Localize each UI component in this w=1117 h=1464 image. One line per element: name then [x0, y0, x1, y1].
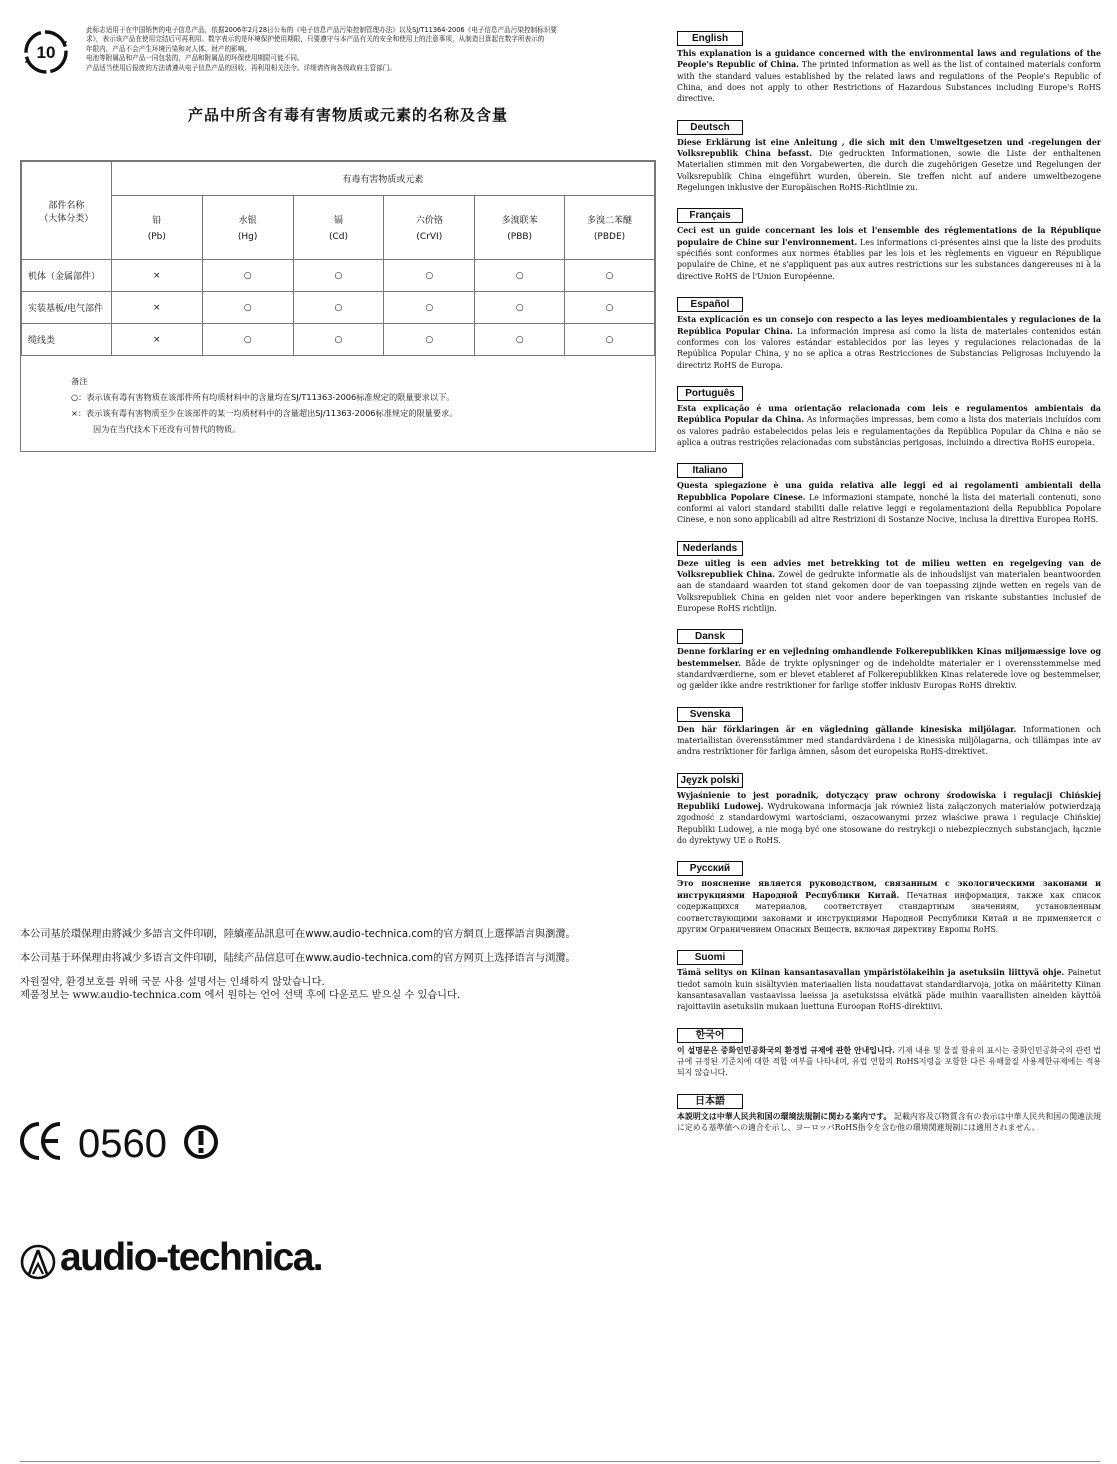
lang-label: Nederlands: [677, 541, 743, 556]
value-cell: ○: [202, 292, 293, 324]
rohs-table-box: [20, 160, 656, 452]
value-cell: ○: [202, 324, 293, 356]
lang-section-suomi: [677, 945, 1101, 1012]
bottom-divider: [20, 1461, 1100, 1462]
value-cell: ○: [565, 292, 655, 324]
column-header: 多溴二苯醚 (PBDE): [565, 196, 655, 260]
alert-icon: [186, 1127, 216, 1157]
lang-label: Jęyzk polski: [677, 773, 743, 788]
table-row: [22, 260, 655, 292]
lang-body: Questa spiegazione è una guida relativa alle leggi ed ai regolamenti ambientali della Repubblica Popolare Cinese. Le informazioni stampate, nonché la lista dei materiali contenuti, sono conformi ai valori standard stabiliti dalle relative leggi e regolamentazioni della Repubblica Popolare Cinese, e non sono applicabili ad altre Restrizioni di Sostanze Nocive, inclusa la direttiva Europea RoHS.: [677, 481, 1101, 525]
lang-label: English: [677, 31, 743, 46]
column-header: 镉 (Cd): [293, 196, 384, 260]
header-line: 电池等附属品和产品一同包装的，产品和附属品的环保使用期限可能不同。: [86, 54, 304, 63]
lang-label: Italiano: [677, 463, 743, 478]
lang-section-nederlands: [677, 536, 1101, 615]
column-header: 多溴联苯 (PBB): [475, 196, 565, 260]
lang-label: Svenska: [677, 707, 743, 722]
table-title: 产品中所含有毒有害物质或元素的名称及含量: [187, 106, 508, 124]
lang-label: 日本語: [677, 1094, 743, 1109]
notified-body-number: 0560: [78, 1122, 167, 1164]
header-line: 年限内，产品不会产生环境污染和对人体、财产的影响。: [86, 44, 251, 53]
header-line: 求》，表示该产品在使用完结后可再利用。数字表示的是环境保护使用期限，只要遵守与本产品有关的安全和使用上的注意事项，从制造日算起在数字所表示的: [86, 35, 545, 44]
table-row: [22, 324, 655, 356]
lang-section-polski: [677, 768, 1101, 847]
value-cell: ○: [384, 260, 475, 292]
table-row: [22, 292, 655, 324]
lang-body: Diese Erklärung ist eine Anleitung , die sich mit den Umweltgesetzen und -regelungen der Volksrepublik China befasst. Die gedruckten Informationen, sowie die Liste der enthaltenen Materialien stimmen mit den Vorgabewerten, die durch die zugehörigen Gesetze und Regelungen der Volksrepublik China eingeführt wurden, überein. Sie treffen nicht auf andere umweltbezogene Regelungen inklusive der Europäischen RoHS-Richtlinie zu.: [677, 137, 1101, 193]
header-notice: [86, 26, 658, 73]
part-cell: 缆线类: [22, 324, 112, 356]
part-header-cell: [22, 162, 112, 260]
value-cell: ○: [293, 324, 384, 356]
lang-body: This explanation is a guidance concerned with the environmental laws and regulations of the People's Republic of China. The printed information as well as the list of contained materials conform with the standard values established by the related laws and regulations of the People's Republic of China, and does not apply to other Restrictions of Hazardous Substances including Europe's RoHS directive.: [677, 49, 1102, 104]
brand-logo: [20, 1238, 360, 1288]
lang-body: Tämä selitys on Kiinan kansantasavallan ympäristölakeihin ja asetuksiin liittyvä ohje. Painetut tiedot samoin kuin sisältyvien materiaalien lista noudattavat standardiarvoja, jotka on määritetty Kiinan kansantasavallan vastaavissa laeissa ja asetuksissa eivätkä päde muihin vaarallisten aineiden käyttöä rajoittaviin asetuksiin mukaan luettuna Euroopan RoHS-direktiivi.: [677, 968, 1101, 1012]
lang-section-portugues: [677, 381, 1101, 448]
lang-section-deutsch: [677, 115, 1101, 194]
brand-name: audio-technica.: [60, 1236, 323, 1279]
lang-body: Esta explicação é uma orientação relacionada com leis e regulamentos ambientais da República Popular da China. As informações impressas, bem como a lista dos materiais incluídos com os valores padrão estabelecidos pelas leis e regulamentações da República Popular da China e não se aplica a outras restrições relacionadas com substâncias perigosas, incluindo a directiva RoHS europeia.: [677, 403, 1102, 447]
lang-label: Español: [677, 297, 743, 312]
notice-korean-line: 제품정보는 www.audio-technica.com 에서 원하는 언어 선택 후에 다운로드 받으실 수 있습니다.: [20, 990, 461, 1001]
value-cell: ○: [565, 260, 655, 292]
header-line: 产品适当使用后报废的方法请遵从电子信息产品的回收、再利用相关法令。详细请咨询各级政府主管部门。: [86, 63, 396, 72]
lang-body: 本説明文は中華人民共和国の環境法規制に関わる案内です。 記載内容及び物質含有の表示は中華人民共和国の関連法規に定める基準値への適合を示し、ヨーロッパRoHS指令を含む他の環境関連規制には適用されません。: [677, 1111, 1102, 1132]
notice-korean-line: 자원절약, 환경보호를 위해 국문 사용 설명서는 인쇄하지 않았습니다.: [20, 977, 325, 988]
lang-label: Русский: [677, 861, 743, 876]
lang-body: Deze uitleg is een advies met betrekking tot de milieu wetten en regelgeving van de Volksrepubliek China. Zowel de gedrukte informatie als de inhoudslijst van materialen beantwoorden aan de standaard waarden tot stand gekomen door de van toepassing zijnde wetten en regels van de Volksrepubliek China en gelden niet voor andere beperkingen van riskante substanties inclusief de Europese RoHS richtlijn.: [677, 558, 1102, 613]
notice-traditional-chinese: 本公司基於環保理由將減少多語言文件印刷，陸續產品訊息可在www.audio-technica.com的官方網頁上選擇語言與瀏灠。: [20, 929, 576, 940]
value-cell: ○: [384, 292, 475, 324]
lang-section-japanese: [677, 1089, 1101, 1134]
logo-number: 10: [36, 43, 56, 62]
value-cell: ○: [475, 324, 565, 356]
lang-label: Suomi: [677, 950, 743, 965]
header-line: 此标志适用于在中国销售的电子信息产品，依据2006年2月28日公布的《电子信息产品污染控制管理办法》以及SJ/T11364-2006《电子信息产品污染控制标识要: [86, 26, 557, 34]
value-cell: ○: [293, 292, 384, 324]
language-explanations: [677, 26, 1101, 1133]
part-header-sub: （大体分类）: [39, 213, 94, 224]
note-line: ×：表示该有毒有害物质至少在该部件的某一均质材料中的含量超出SJ/11363-2006标准规定的限量要求。: [71, 408, 458, 418]
lang-body: Esta explicación es un consejo con respecto a las leyes medioambientales y regulaciones de la República Popular China. La información impresa así como la lista de materiales contenidos están conformes con los valores estándar establecidos por las leyes y regulaciones relacionadas de la República Popular China, y no se aplica a otras Restricciones de Substancias Peligrosas incluyendo la directriz RoHS de Europa.: [677, 315, 1101, 370]
part-cell: 机体（金属部件）: [22, 260, 112, 292]
notes-title: 备注: [71, 376, 88, 386]
value-cell: ○: [475, 260, 565, 292]
lang-body: Denne forklaring er en vejledning omhandlende Folkerepublikken Kinas miljømæssige love og bestemmelser. Både de trykte oplysninger og de indeholdte materialer er i overensstemmelse med standardværdierne, som er blevet etableret af Folkerepublikken Kinas relaterede love og bestemmelser, og gælder ikke andre restriktioner for farlige stoffer inklusiv Europas RoHS direktiv.: [677, 647, 1101, 691]
value-cell: ×: [111, 324, 202, 356]
column-header: 铅 (Pb): [111, 196, 202, 260]
lang-section-francais: [677, 203, 1101, 282]
lang-body: Ceci est un guide concernant les lois et l'ensemble des réglementations de la République populaire de Chine sur l'environnement. Les informations ci-présentes ainsi que la liste des produits spécifiés sont conformes aux normes établies par les lois et les règlements en vigueur en République populaire de Chine, et ne s'appliquent pas aux autres restrictions sur les substances dangereuses ni à la directive RoHS de l'Union Européenne.: [677, 226, 1101, 281]
lang-body: Это пояснение является руководством, связанным с экологическими законами и инструкциями Народной Республики Китай. Печатная информация, также как список содержащихся материалов, соответствует стандартным значениям, установленным соответствующими законами и инструкциями Народной Республики Китай и не применяется с другим Ограничением Опасных Веществ, включая директиву Европы RoHS.: [677, 879, 1102, 934]
part-cell: 实装基板/电气部件: [22, 292, 112, 324]
lang-body: Den här förklaringen är en vägledning gällande kinesiska miljölagar. Informationen och materiallistan överensstämmer med standardvärdena i de kinesiska miljölagarna, och tillämpas inte av andra restriktioner för farliga ämnen, såsom det europeiska RoHS-direktivet.: [677, 724, 1101, 757]
environment-protection-use-period-logo: [22, 28, 70, 76]
lang-body: 이 설명문은 중화인민공화국의 환경법 규제에 관한 안내입니다. 기재 내용 및 물질 함유의 표시는 중화인민공화국의 관련 법규에 규정된 기준치에 대한 적합 여부를 나타내며, 유럽 연합의 RoHS지령을 포함한 다른 유해물질 사용제한규제에는 적용되지 않습니다.: [677, 1045, 1101, 1078]
note-line: ○：表示该有毒有害物质在该部件所有均质材料中的含量均在SJ/T11363-2006标准规定的限量要求以下。: [71, 392, 455, 402]
note-line: 因为在当代技术下还没有可替代的物质。: [93, 424, 241, 434]
value-cell: ×: [111, 292, 202, 324]
lang-section-svenska: [677, 702, 1101, 758]
notice-korean: [20, 976, 580, 1002]
lang-label: Deutsch: [677, 120, 743, 135]
value-cell: ○: [202, 260, 293, 292]
ce-mark: [18, 1118, 228, 1164]
notice-simplified-chinese: 本公司基于环保理由将减少多语言文件印刷，陆续产品信息可在www.audio-technica.com的官方网页上选择语言与浏灠。: [20, 953, 576, 964]
value-cell: ×: [111, 260, 202, 292]
value-cell: ○: [475, 292, 565, 324]
part-header: 部件名称: [48, 200, 85, 211]
lang-section-italiano: [677, 458, 1101, 525]
column-header: 六价铬 (CrVI): [384, 196, 475, 260]
lang-body: Wyjaśnienie to jest poradnik, dotyczący praw ochrony środowiska i regulacji Chińskiej Republiki Ludowej. Wydrukowana informacja jak również lista załączonych materiałów potwierdzają zgodność z standardowymi wartościami, oszacowanymi przez właściwe prawa i regulacje Chińskiej Republiki Ludowej, a nie mogą być one stosowane do restrykcji o niebezpiecznych substancjach, łącznie do dyrektywy UE o RoHS.: [677, 790, 1101, 846]
lang-section-dansk: [677, 624, 1101, 691]
lang-section-korean: [677, 1023, 1101, 1079]
lang-label: 한국어: [677, 1028, 743, 1043]
lang-label: Dansk: [677, 629, 743, 644]
lang-label: Français: [677, 208, 743, 223]
table-notes: [71, 373, 651, 437]
eco-printing-notice: [20, 928, 580, 1013]
audio-technica-emblem-icon: [20, 1244, 56, 1280]
lang-section-russian: [677, 856, 1101, 935]
lang-section-espanol: [677, 292, 1101, 371]
rohs-table: [21, 161, 655, 356]
column-header: 水银 (Hg): [202, 196, 293, 260]
value-cell: ○: [293, 260, 384, 292]
value-cell: ○: [384, 324, 475, 356]
lang-label: Português: [677, 386, 743, 401]
value-cell: ○: [565, 324, 655, 356]
group-header: 有毒有害物质或元素: [111, 162, 654, 196]
lang-section-english: [677, 26, 1101, 105]
